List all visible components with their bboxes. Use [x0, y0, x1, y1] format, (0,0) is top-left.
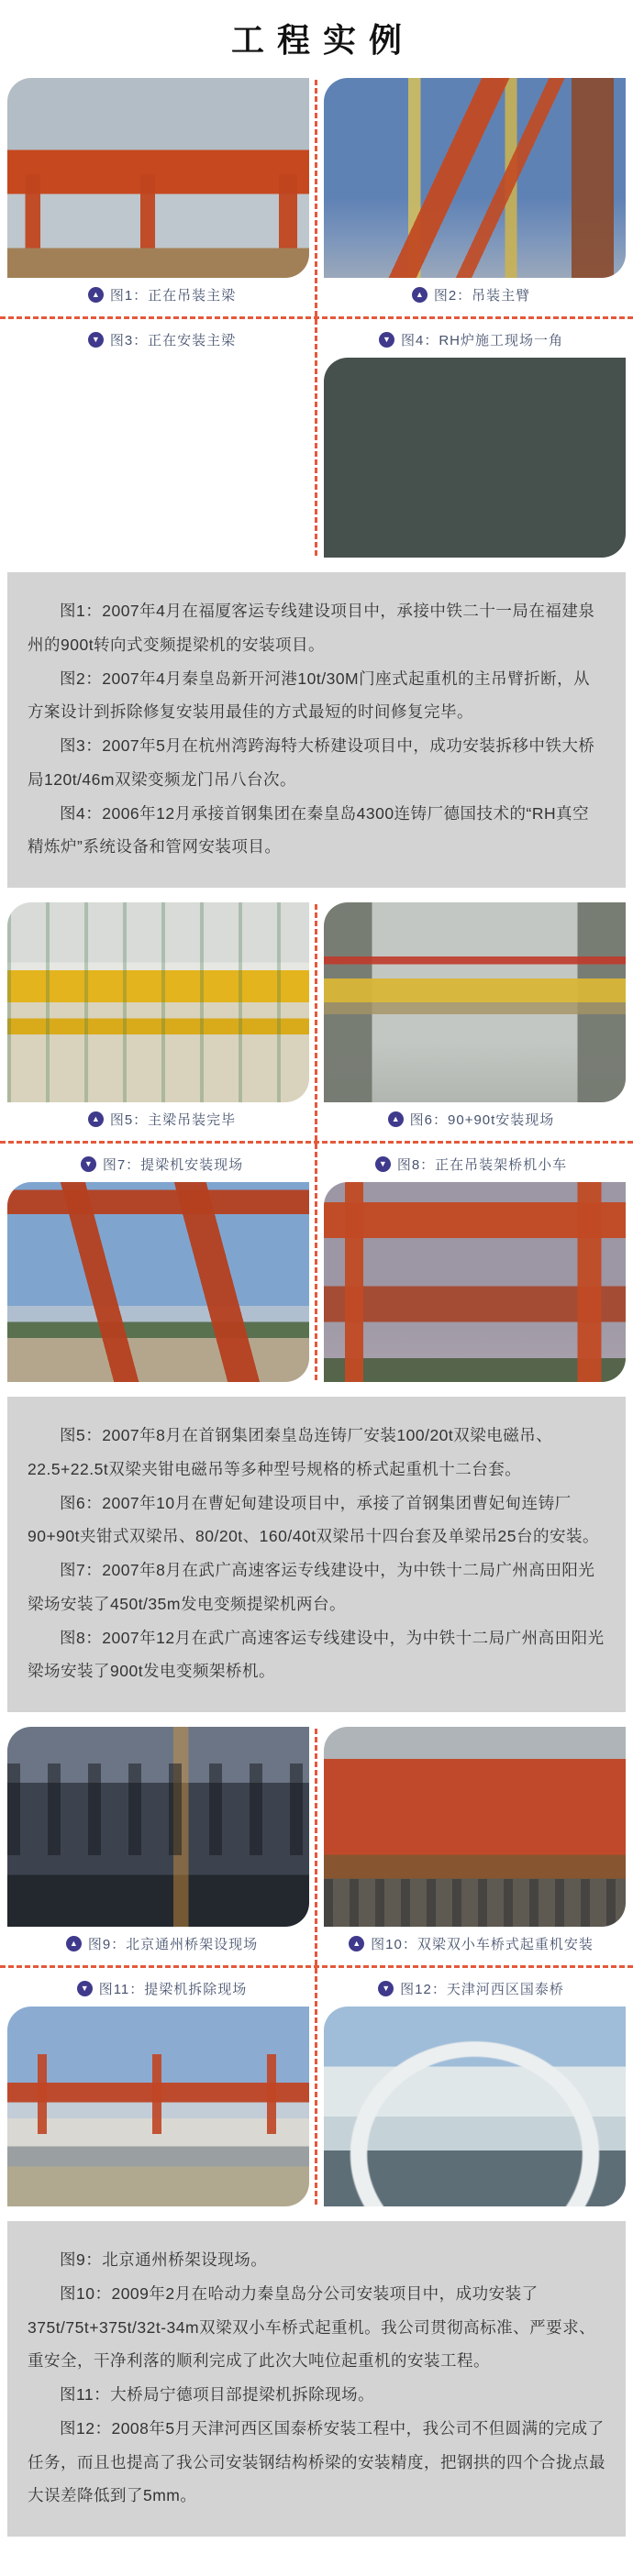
up-arrow-icon: ▲ [349, 1936, 364, 1951]
paragraph-fig8: 图8：2007年12月在武广高速客运专线建设中，为中铁十二局广州高田阳光梁场安装了900t发电变频架桥机。 [28, 1628, 605, 1681]
paragraph-fig4: 图4：2006年12月承接首钢集团在秦皇岛4300连铸厂德国技术的“RH真空精炼炉”系统设备和管网安装项目。 [28, 803, 590, 857]
photo-fig3 [7, 358, 309, 558]
photo-fig12 [324, 2007, 626, 2206]
figure-group-3 [7, 1727, 626, 2206]
down-arrow-icon: ▼ [375, 1156, 391, 1172]
paragraph-fig9: 图9：北京通州桥架设现场。 [60, 2250, 268, 2269]
figure-caption-fig3 [7, 323, 316, 358]
paragraph-fig5: 图5：2007年8月在首钢集团秦皇岛连铸厂安装100/20t双梁电磁吊、22.5+22.5t双梁夹钳电磁吊等多种型号规格的桥式起重机十二台套。 [28, 1426, 553, 1478]
down-arrow-icon: ▼ [77, 1981, 93, 1996]
caption-label: 图4：RH炉施工现场一角 [400, 333, 563, 348]
caption-label: 图5：主梁吊装完毕 [109, 1112, 237, 1128]
paragraph-fig1: 图1：2007年4月在福厦客运专线建设项目中，承接中铁二十一局在福建泉州的900t转向式变频提梁机的安装项目。 [28, 602, 595, 654]
photo-fig10 [324, 1727, 626, 1927]
figure-caption-fig1 [7, 278, 316, 313]
caption-label: 图10：双梁双小车桥式起重机安装 [371, 1937, 594, 1952]
dashed-divider-vertical [315, 80, 317, 556]
photo-fig9 [7, 1727, 309, 1927]
caption-label: 图3：正在安装主梁 [109, 333, 237, 348]
caption-label: 图8：正在吊装架桥机小车 [396, 1157, 568, 1173]
figure-caption-fig4 [316, 323, 626, 358]
caption-label: 图6：90+90t安装现场 [409, 1112, 555, 1128]
figure-caption-fig5 [7, 1102, 316, 1137]
figure-group-1 [7, 78, 626, 558]
paragraph-fig10: 图10：2009年2月在哈动力秦皇岛分公司安装项目中，成功安装了375t/75t+375t/32t-34m双梁双小车桥式起重机。我公司贯彻高标准、严要求、重安全，干净利落的顺利完成了此次大吨位起重机的安装工程。 [28, 2283, 596, 2371]
down-arrow-icon: ▼ [88, 332, 104, 348]
photo-fig11 [7, 2007, 309, 2206]
figure-caption-fig6 [316, 1102, 626, 1137]
dashed-divider-vertical [315, 1729, 317, 2205]
up-arrow-icon: ▲ [412, 287, 428, 303]
text-block-2 [7, 1397, 626, 1712]
up-arrow-icon: ▲ [66, 1936, 82, 1951]
down-arrow-icon: ▼ [81, 1156, 96, 1172]
photo-fig7 [7, 1182, 309, 1382]
text-block-3 [7, 2221, 626, 2537]
down-arrow-icon: ▼ [379, 332, 394, 348]
caption-label: 图12：天津河西区国泰桥 [400, 1982, 564, 1997]
text-block-1 [7, 572, 626, 888]
paragraph-fig7: 图7：2007年8月在武广高速客运专线建设中，为中铁十二局广州高田阳光梁场安装了450t/35m发电变频提梁机两台。 [28, 1561, 595, 1613]
caption-label: 图9：北京通州桥架设现场 [87, 1937, 259, 1952]
paragraph-fig3: 图3：2007年5月在杭州湾跨海特大桥建设项目中，成功安装拆移中铁大桥局120t/46m双梁变频龙门吊八台次。 [28, 736, 595, 789]
photo-fig2 [324, 78, 626, 278]
up-arrow-icon: ▲ [88, 1111, 104, 1127]
figure-group-2 [7, 902, 626, 1382]
caption-label: 图2：吊装主臂 [433, 288, 531, 304]
paragraph-fig11: 图11：大桥局宁德项目部提梁机拆除现场。 [60, 2385, 375, 2404]
photo-fig8 [324, 1182, 626, 1382]
photo-fig1 [7, 78, 309, 278]
photo-fig4 [324, 358, 626, 558]
figure-caption-fig2 [316, 278, 626, 313]
down-arrow-icon: ▼ [378, 1981, 394, 1996]
figure-caption-fig8 [316, 1147, 626, 1182]
dashed-divider-vertical [315, 904, 317, 1380]
up-arrow-icon: ▲ [388, 1111, 404, 1127]
caption-label: 图11：提梁机拆除现场 [98, 1982, 248, 1997]
caption-label: 图7：提梁机安装现场 [102, 1157, 244, 1173]
figure-caption-fig9 [7, 1927, 316, 1962]
paragraph-fig12: 图12：2008年5月天津河西区国泰桥安装工程中，我公司不但圆满的完成了任务，而且也提高了我公司安装钢结构桥梁的安装精度，把钢拱的四个合拢点最大误差降低到了5mm。 [28, 2418, 605, 2505]
figure-caption-fig11 [7, 1972, 316, 2007]
figure-caption-fig7 [7, 1147, 316, 1182]
photo-fig6 [324, 902, 626, 1102]
paragraph-fig2: 图2：2007年4月秦皇岛新开河港10t/30M门座式起重机的主吊臂折断，从方案设计到拆除修复安装用最佳的方式最短的时间修复完毕。 [28, 669, 591, 722]
paragraph-fig6: 图6：2007年10月在曹妃甸建设项目中，承接了首钢集团曹妃甸连铸厂90+90t夹钳式双梁吊、80/20t、160/40t双梁吊十四台套及单梁吊25台的安装。 [28, 1493, 600, 1546]
figure-caption-fig10 [316, 1927, 626, 1962]
caption-label: 图1：正在吊装主梁 [109, 288, 237, 304]
photo-fig5 [7, 902, 309, 1102]
up-arrow-icon: ▲ [88, 287, 104, 303]
figure-caption-fig12 [316, 1972, 626, 2007]
page-title: 工程实例 [230, 22, 415, 59]
